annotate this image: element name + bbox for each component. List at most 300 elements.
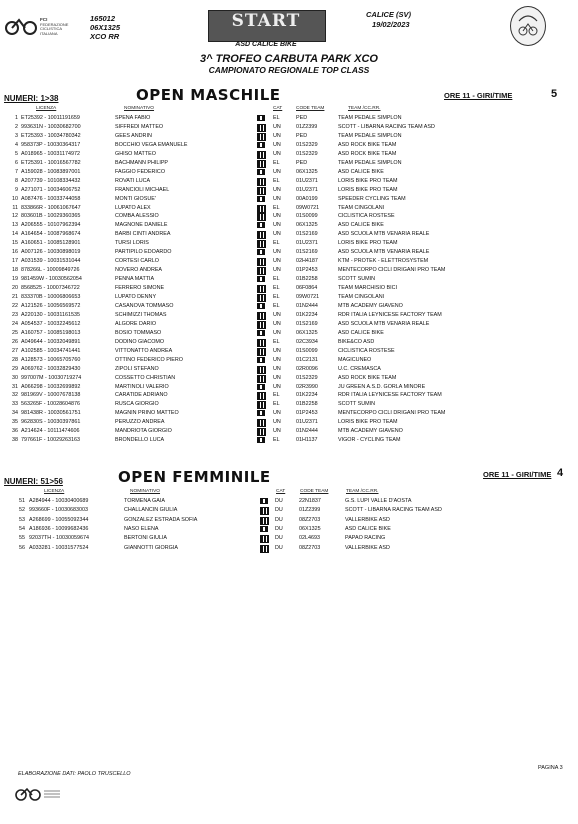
rider-name-cell: MARTINOLI VALERIO (115, 383, 169, 390)
team-code-cell: 01K2234 (296, 392, 318, 399)
event-title: 3^ TROFEO CARBUTA PARK XCO (200, 53, 378, 65)
team-name-cell: VALLERBIKE ASD (345, 544, 390, 551)
category-cell: DU (275, 525, 283, 532)
male-time-label (444, 91, 512, 100)
license-cell: 563265F - 10028604876 (21, 401, 81, 408)
team-code-cell: 01U2371 (296, 240, 318, 247)
female-time-label (483, 470, 551, 479)
team-code-cell: 01U2371 (296, 177, 318, 184)
license-cell: A268699 - 10055092344 (29, 516, 89, 523)
team-name-cell: ASD CALICE BIKE (345, 525, 391, 532)
fci-line: ITALIANA (40, 30, 58, 36)
category-cell: DU (275, 498, 283, 504)
team-code-cell: 01B2258 (296, 276, 318, 283)
start-number: 52 (19, 507, 25, 514)
license-cell: A164654 - 10087968674 (21, 231, 81, 238)
nation-flag-icon (257, 348, 266, 356)
team-name-cell: ASD ROCK BIKE TEAM (338, 374, 397, 381)
col-cat: CAT (273, 106, 283, 111)
category-cell: UN (273, 258, 281, 265)
category-cell: UN (273, 249, 281, 256)
col-licenza-f: LICENZA (44, 489, 65, 494)
start-number: 53 (19, 516, 25, 523)
start-number: 32 (12, 392, 18, 399)
male-ore-text: ORE 11 - GIRI/TIME (444, 91, 513, 100)
license-cell: 958373P - 10030364317 (21, 141, 81, 148)
start-number: 18 (12, 267, 18, 274)
event-subtitle: CAMPIONATO REGIONALE TOP CLASS (208, 65, 370, 75)
team-code-cell: PED (296, 115, 308, 121)
category-cell: EL (273, 240, 280, 247)
nation-flag-icon (257, 196, 265, 202)
start-number: 23 (12, 311, 18, 318)
race-meta (90, 14, 120, 41)
team-name-cell: BIKE&CO ASD (338, 338, 375, 345)
team-code-cell: 06X1325 (299, 525, 321, 532)
nation-flag-icon (257, 330, 265, 336)
rider-name-cell: CHALLANCIN GIULIA (124, 507, 178, 514)
start-number: 33 (12, 401, 18, 408)
rider-name-cell: SCHIMIZZI THOMAS (115, 311, 167, 318)
nation-flag-icon (257, 375, 266, 383)
license-cell: 833370B - 10006806653 (21, 294, 81, 300)
category-cell: UN (273, 419, 281, 426)
team-code-cell: 01Z2399 (299, 507, 321, 514)
team-code-cell: 01U2371 (296, 419, 318, 426)
nation-flag-icon (257, 169, 265, 175)
team-name-cell: PAPAO RACING (345, 535, 386, 542)
start-number: 36 (12, 428, 18, 435)
start-number: 2 (15, 123, 18, 130)
start-number: 26 (12, 338, 18, 345)
nation-flag-icon (257, 384, 265, 390)
start-number: 1 (15, 115, 18, 121)
rider-name-cell: VITTONATTO ANDREA (115, 347, 173, 354)
nation-flag-icon (257, 133, 266, 141)
nation-flag-icon (257, 312, 266, 320)
nation-flag-icon (257, 410, 265, 416)
rider-name-cell: SIFFREDI MATTEO (115, 123, 164, 130)
start-number: 5 (15, 150, 18, 157)
nation-flag-icon (257, 357, 265, 363)
team-name-cell: TEAM CINGOLANI (338, 294, 385, 300)
male-numbers-label: NUMERI: 1>38 (4, 94, 59, 103)
category-cell: EL (273, 294, 280, 300)
rider-name-cell: MAGNIN PRINO MATTEO (115, 410, 179, 417)
start-number: 12 (12, 213, 18, 220)
license-cell: A033281 - 10031577524 (29, 544, 89, 551)
category-cell: UN (273, 213, 281, 220)
team-code-cell: 01P2453 (296, 410, 318, 417)
team-code-cell: 06F0864 (296, 285, 318, 292)
male-section-title: OPEN MASCHILE (136, 86, 281, 104)
team-code-cell: 01S0099 (296, 347, 318, 354)
team-name-cell: MTB ACADEMY GIAVENO (338, 302, 403, 309)
team-name-cell: RDR ITALIA LEYNICESE FACTORY TEAM (338, 311, 442, 318)
category-cell: UN (273, 347, 281, 354)
team-name-cell: TEAM PEDALE SIMPLON (338, 159, 402, 166)
category-cell: EL (273, 392, 280, 399)
nation-flag-icon (257, 240, 266, 248)
license-cell: 962830S - 10030397861 (21, 419, 81, 426)
nation-flag-icon (257, 321, 266, 329)
team-name-cell: ASD ROCK BIKE TEAM (338, 150, 397, 157)
start-number: 28 (12, 356, 18, 363)
category-cell: UN (273, 150, 281, 157)
start-number: 3 (15, 132, 18, 139)
rider-name-cell: PERUZZO ANDREA (115, 419, 165, 426)
license-cell: 981969V - 10007678138 (21, 392, 81, 399)
team-name-cell: ASD SCUOLA MTB VENARIA REALE (338, 249, 430, 256)
place-text: CALICE (SV) (366, 10, 411, 19)
start-number: 34 (12, 410, 18, 417)
license-cell: 981459W - 10030562054 (21, 276, 82, 283)
category-cell: DU (275, 544, 283, 551)
team-code-cell: 01N2444 (296, 302, 318, 309)
col-nominativo-f: NOMINATIVO (130, 489, 161, 494)
license-cell: A066298 - 10032699892 (21, 383, 81, 390)
rider-name-cell: GEES ANDRIN (115, 132, 152, 139)
team-code-cell: 06X1325 (296, 168, 318, 175)
team-code-cell: 01S2169 (296, 231, 318, 238)
team-name-cell: VIGOR - CYCLING TEAM (338, 437, 401, 444)
rider-name-cell: NOVERO ANDREA (115, 267, 163, 274)
data-processing-credit: ELABORAZIONE DATI: PAOLO TRUSCELLO (18, 771, 131, 777)
team-name-cell: SCOTT SUMIN (338, 276, 376, 283)
nation-flag-icon (260, 526, 268, 532)
rider-name-cell: PARTIPILO EDOARDO (115, 249, 172, 256)
category-cell: DU (275, 507, 283, 514)
category-cell: EL (273, 115, 280, 121)
category-cell: UN (273, 320, 281, 327)
female-laps: 4 (557, 467, 564, 479)
category-cell: UN (273, 186, 281, 193)
license-cell: 997007M - 10030719274 (21, 374, 82, 381)
team-name-cell: KTM - PROTEK - ELETTROSYSTEM (338, 258, 429, 265)
category-cell: UN (273, 410, 281, 417)
race-type: XCO RR (90, 32, 120, 41)
start-number: 14 (12, 231, 18, 238)
license-cell: A207739 - 10108334432 (21, 177, 81, 184)
license-cell: A159028 - 10083897001 (21, 168, 81, 175)
category-cell: UN (273, 132, 281, 139)
team-name-cell: TEAM PEDALE SIMPLON (338, 115, 402, 121)
license-cell: A214624 - 10111474606 (21, 428, 80, 435)
category-cell: DU (275, 516, 283, 523)
team-code-cell: 01H1137 (296, 437, 318, 444)
team-name-cell: RDR ITALIA LEYNICESE FACTORY TEAM (338, 392, 442, 399)
rider-name-cell: BACHMANN PHILIPP (115, 159, 169, 166)
rider-name-cell: FRANCIOLI MICHAEL (115, 186, 170, 193)
rider-name-cell: BOSIO TOMMASO (115, 329, 162, 336)
rider-name-cell: OTTINO FEDERICO PIERO (115, 356, 183, 363)
category-cell: EL (273, 285, 280, 292)
category-cell: UN (273, 168, 281, 175)
license-cell: A102585 - 10034741441 (21, 347, 81, 354)
nation-flag-icon (257, 428, 266, 436)
license-cell: A069762 - 10032829430 (21, 365, 81, 372)
rider-name-cell: COMBA ALESSIO (115, 213, 159, 220)
start-number: 7 (15, 168, 18, 175)
team-name-cell: SPEEDER CYCLING TEAM (338, 195, 406, 202)
rider-name-cell: FAGGIO FEDERICO (115, 168, 166, 175)
team-code-cell: 02C3934 (296, 338, 318, 345)
team-name-cell: LORIS BIKE PRO TEAM (338, 177, 398, 184)
start-number: 56 (19, 544, 25, 551)
license-cell: 833866R - 10061067647 (21, 204, 81, 211)
team-name-cell: ASD ROCK BIKE TEAM (338, 141, 397, 148)
col-code-team-f: CODE TEAM (300, 489, 329, 494)
category-cell: UN (273, 365, 281, 372)
col-nominativo: NOMINATIVO (124, 106, 155, 111)
category-cell: EL (273, 177, 280, 184)
team-name-cell: SCOTT SUMIN (338, 401, 376, 408)
category-cell: EL (273, 276, 280, 283)
nation-flag-icon (260, 507, 269, 515)
nation-flag-icon (257, 213, 266, 221)
category-cell: UN (273, 329, 281, 336)
start-number: 15 (12, 240, 18, 247)
category-cell: UN (273, 356, 281, 363)
team-code-cell: 01S2329 (296, 150, 318, 157)
team-name-cell: MENTECORPO CICLI DRIGANI PRO TEAM (338, 267, 446, 274)
rider-name-cell: FERRERO SIMONE (115, 285, 165, 292)
license-cell: 797661F - 10029263163 (21, 437, 81, 444)
rider-name-cell: BARBI CINTI ANDREA (115, 231, 171, 238)
team-name-cell: SCOTT - LIBARNA RACING TEAM ASD (338, 123, 435, 130)
rider-name-cell: GONZALEZ ESTRADA SOFIA (124, 516, 198, 523)
nation-flag-icon (257, 366, 266, 374)
female-section-title: OPEN FEMMINILE (118, 468, 271, 486)
nation-flag-icon (257, 160, 266, 168)
nation-flag-icon (257, 187, 266, 195)
category-cell: EL (273, 401, 280, 408)
start-number: 20 (12, 285, 18, 292)
license-cell: 981438R - 10030561751 (21, 410, 81, 417)
rider-name-cell: MAGNONE DANIELE (115, 222, 168, 229)
category-cell: EL (273, 338, 280, 345)
team-code-cell: 06X1325 (296, 222, 318, 229)
col-licenza: LICENZA (36, 106, 57, 111)
nation-flag-icon (257, 419, 266, 427)
team-name-cell: TEAM PEDALE SIMPLON (338, 132, 402, 139)
nation-flag-icon (257, 151, 266, 159)
category-cell: UN (273, 374, 281, 381)
nation-flag-icon (257, 339, 266, 347)
license-cell: 803601B - 10029360365 (21, 213, 81, 220)
team-name-cell: SCOTT - LIBARNA RACING TEAM ASD (345, 507, 442, 514)
nation-flag-icon (257, 249, 265, 255)
team-code-cell: 01B2258 (296, 401, 318, 408)
team-name-cell: LORIS BIKE PRO TEAM (338, 419, 398, 426)
start-number: 24 (12, 320, 18, 327)
team-code-cell: 01Z2399 (296, 123, 318, 130)
license-cell: A186936 - 10099682436 (29, 525, 89, 532)
license-cell: 8568525 - 10007346722 (21, 285, 80, 292)
nation-flag-icon (260, 535, 269, 543)
team-name-cell: LORIS BIKE PRO TEAM (338, 186, 398, 193)
license-cell: A054537 - 10032245612 (21, 320, 81, 327)
nation-flag-icon (257, 115, 265, 121)
team-code-cell: PED (296, 132, 308, 139)
rider-name-cell: ALGORE DARIO (115, 320, 157, 327)
nation-flag-icon (257, 437, 265, 443)
license-cell: 878266L - 10009849726 (21, 267, 80, 274)
team-code-cell: 00A0199 (296, 195, 318, 202)
start-number: 8 (15, 177, 18, 184)
female-numbers-label: NUMERI: 51>56 (4, 477, 63, 486)
nation-flag-icon (257, 205, 266, 213)
license-cell: A284944 - 10030400689 (29, 498, 89, 504)
rider-name-cell: CARATIDE ADRIANO (115, 392, 168, 399)
start-number: 25 (12, 329, 18, 336)
rider-name-cell: DODINO GIACOMO (115, 338, 165, 345)
rider-name-cell: COSSETTO CHRISTIAN (115, 374, 176, 381)
team-code-cell: 01S2329 (296, 141, 318, 148)
start-number: 11 (12, 204, 18, 211)
nation-flag-icon (257, 231, 266, 239)
club-badge-icon (510, 6, 546, 46)
license-cell: A049644 - 10032049891 (21, 338, 81, 345)
rider-name-cell: MONTI GIOSUE' (115, 195, 156, 202)
license-cell: A121526 - 10056569572 (21, 302, 81, 309)
category-cell: EL (273, 302, 280, 309)
start-number: 10 (12, 195, 18, 202)
rider-name-cell: CORTESI CARLO (115, 258, 159, 265)
rider-name-cell: CASANOVA TOMMASO (115, 302, 174, 309)
team-code-cell: 01K2234 (296, 311, 318, 318)
female-ore-text: ORE 11 - GIRI/TIME (483, 470, 552, 479)
nation-flag-icon (257, 303, 265, 309)
category-cell: UN (273, 267, 281, 274)
rider-name-cell: RUSCA GIORGIO (115, 401, 159, 408)
start-number: 17 (12, 258, 18, 265)
rider-name-cell: NASO ELENA (124, 525, 159, 532)
rider-name-cell: ROVATI LUCA (115, 177, 151, 184)
nation-flag-icon (257, 258, 266, 266)
license-cell: A087476 - 10033744058 (21, 195, 81, 202)
rider-name-cell: LUPATO ALEX (115, 204, 151, 211)
rider-name-cell: BRONDELLO LUCA (115, 437, 165, 444)
fci-label (40, 18, 68, 36)
category-cell: UN (273, 195, 281, 202)
organizer-code: 06X1325 (90, 23, 121, 32)
team-name-cell: VALLERBIKE ASD (345, 516, 390, 523)
nation-flag-icon (260, 498, 268, 504)
nation-flag-icon (257, 142, 265, 148)
license-cell: A220130 - 10031161535 (21, 311, 80, 318)
start-number: 16 (12, 249, 18, 256)
license-cell: ET25391 - 10016567782 (21, 159, 81, 166)
team-code-cell: PED (296, 159, 308, 166)
team-code-cell: 02H4187 (296, 258, 318, 265)
license-cell: A160757 - 10085198013 (21, 329, 81, 336)
rider-name-cell: BERTONI GIULIA (124, 535, 167, 542)
col-team: TEAM /CC.RR. (348, 106, 381, 111)
team-name-cell: LORIS BIKE PRO TEAM (338, 240, 398, 247)
team-code-cell: 22N1837 (299, 498, 321, 504)
category-cell: UN (273, 231, 281, 238)
rider-name-cell: BOCCHIO VEGA EMANUELE (115, 141, 188, 148)
license-cell: A271071 - 10034606752 (21, 186, 81, 193)
team-code-cell: 01S2329 (296, 374, 318, 381)
team-name-cell: ASD SCUOLA MTB VENARIA REALE (338, 231, 430, 238)
category-cell: UN (273, 428, 281, 435)
col-team-f: TEAM /CC.RR. (346, 489, 379, 494)
license-cell: 92037TH - 10030059674 (29, 535, 89, 542)
date-text: 19/02/2023 (372, 20, 410, 29)
nation-flag-icon (257, 276, 265, 282)
start-number: 13 (12, 222, 18, 229)
license-cell: 993660F - 10030683003 (29, 507, 89, 514)
team-name-cell: MENTECORPO CICLI DRIGANI PRO TEAM (338, 410, 446, 417)
team-name-cell: U.C. CREMASCA (338, 365, 381, 372)
team-code-cell: 01S2169 (296, 320, 318, 327)
rider-name-cell: GHISO MATTEO (115, 150, 156, 157)
team-name-cell: G.S. LUPI VALLE D'AOSTA (345, 498, 412, 504)
rider-name-cell: GIANNOTTI GIORGIA (124, 544, 178, 551)
start-number: 29 (12, 365, 18, 372)
nation-flag-icon (257, 294, 266, 302)
start-number: 4 (15, 141, 18, 148)
nation-flag-icon (257, 178, 266, 186)
license-cell: A160651 - 10085128901 (21, 240, 81, 247)
category-cell: UN (273, 141, 281, 148)
rider-name-cell: TORMENA GAIA (124, 498, 165, 504)
race-place (366, 10, 411, 30)
team-code-cell: 02L4693 (299, 535, 320, 542)
start-number: 6 (15, 159, 18, 166)
category-cell: UN (273, 383, 281, 390)
nation-flag-icon (257, 267, 266, 275)
team-code-cell: 01S2169 (296, 249, 318, 256)
nation-flag-icon (260, 517, 269, 525)
nation-flag-icon (257, 124, 266, 132)
team-name-cell: JU GREEN A.S.D. GORLA MINORE (338, 383, 426, 390)
start-banner-text: START (231, 11, 301, 31)
start-number: 31 (12, 383, 18, 390)
category-cell: DU (275, 535, 283, 542)
race-code: 165012 (90, 14, 116, 23)
fci-line: CICLISTICA (40, 26, 63, 32)
license-cell: A128573 - 10065705760 (21, 356, 81, 363)
category-cell: EL (273, 204, 280, 211)
rider-name-cell: ZIPOLI STEFANO (115, 365, 159, 372)
team-name-cell: ASD CALICE BIKE (338, 222, 384, 229)
fci-logo-footer-icon (14, 786, 64, 802)
start-number: 21 (12, 294, 18, 300)
start-number: 27 (12, 347, 18, 354)
team-name-cell: TEAM MARCHISIO BICI (338, 285, 398, 292)
rider-name-cell: LUPATO DENNY (115, 294, 157, 300)
nation-flag-icon (257, 392, 266, 400)
team-name-cell: CICLISTICA ROSTESE (338, 347, 395, 354)
team-code-cell: 09W0721 (296, 204, 320, 211)
start-number: 19 (12, 276, 18, 283)
category-cell: EL (273, 159, 280, 166)
team-code-cell: 01C2131 (296, 356, 318, 363)
start-number: 22 (12, 302, 18, 309)
rider-name-cell: TURSI LORIS (115, 240, 149, 247)
team-name-cell: ASD SCUOLA MTB VENARIA REALE (338, 320, 430, 327)
start-number: 30 (12, 374, 18, 381)
fci-line: FCI (40, 17, 48, 22)
license-cell: A031539 - 10031531044 (21, 258, 81, 265)
start-number: 9 (15, 186, 18, 193)
team-code-cell: 01S0099 (296, 213, 318, 220)
start-number: 38 (12, 437, 18, 444)
license-cell: A018965 - 10031174972 (21, 150, 80, 157)
